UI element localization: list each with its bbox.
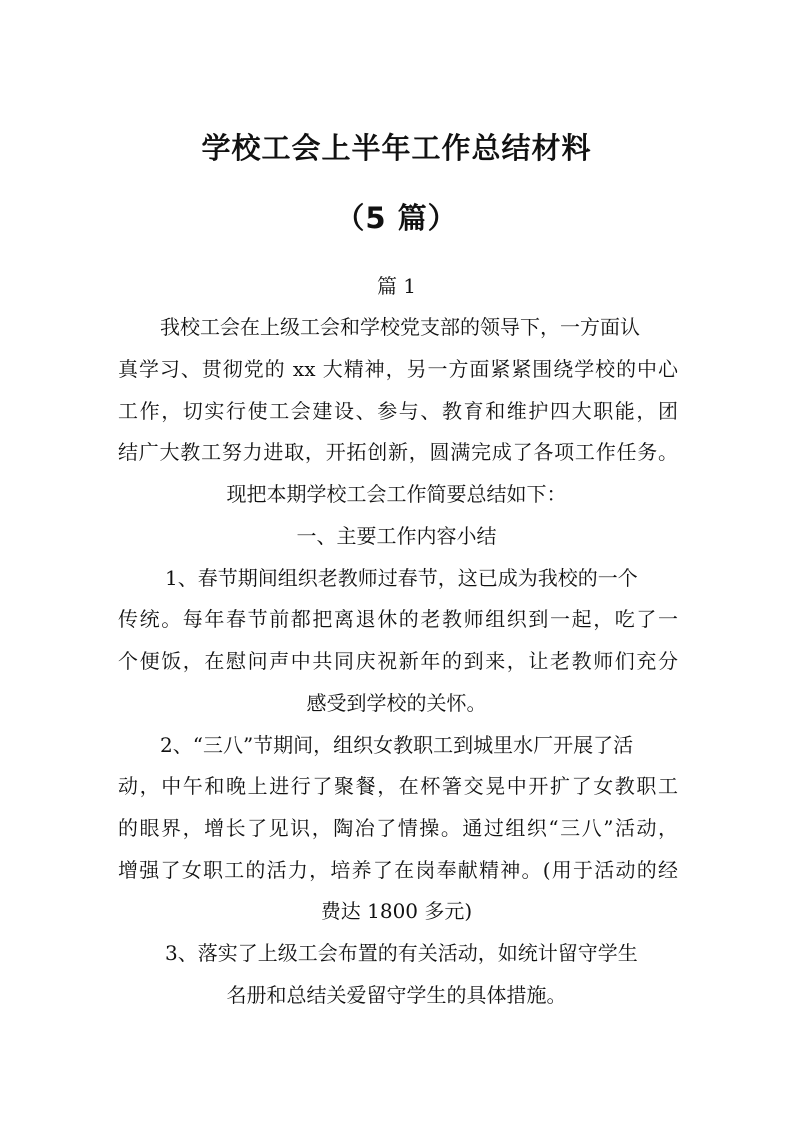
item2-line3: 的眼界，增长了见识，陶冶了情操。通过组织“三八”活动， [118, 816, 678, 840]
item1-line1: 1、春节期间组织老教师过春节，这已成为我校的一个 [165, 566, 638, 590]
item1-line2: 传统。每年春节前都把离退休的老教师组织到一起，吃了一 [118, 607, 678, 631]
para1-line3: 工作，切实行使工会建设、参与、教育和维护四大职能，团 [118, 399, 678, 423]
section-label: 篇 1 [376, 274, 417, 298]
item3-line1: 3、落实了上级工会布置的有关活动，如统计留守学生 [165, 941, 638, 965]
item2-line5: 费达 1800 多元) [320, 899, 473, 923]
item1-line4: 感受到学校的关怀。 [306, 691, 487, 715]
document-subtitle: （5 篇） [335, 201, 458, 235]
item3-line2: 名册和总结关爱留守学生的具体措施。 [226, 983, 567, 1007]
para1-line5: 现把本期学校工会工作简要总结如下： [226, 482, 567, 506]
para1-line2: 真学习、贯彻党的 xx 大精神，另一方面紧紧围绕学校的中心 [118, 357, 678, 381]
item2-line1: 2、“三八”节期间，组织女教职工到城里水厂开展了活 [160, 733, 634, 757]
document-title: 学校工会上半年工作总结材料 [201, 131, 592, 165]
heading-main-content: 一、主要工作内容小结 [296, 524, 497, 548]
para1-line4: 结广大教工努力进取，开拓创新，圆满完成了各项工作任务。 [118, 440, 678, 464]
item2-line4: 增强了女职工的活力，培养了在岗奉献精神。(用于活动的经 [118, 858, 678, 882]
item1-line3: 个便饭，在慰问声中共同庆祝新年的到来，让老教师们充分 [118, 649, 678, 673]
para1-line1: 我校工会在上级工会和学校党支部的领导下，一方面认 [160, 315, 640, 339]
item2-line2: 动，中午和晚上进行了聚餐，在杯箸交晃中开扩了女教职工 [118, 774, 678, 798]
